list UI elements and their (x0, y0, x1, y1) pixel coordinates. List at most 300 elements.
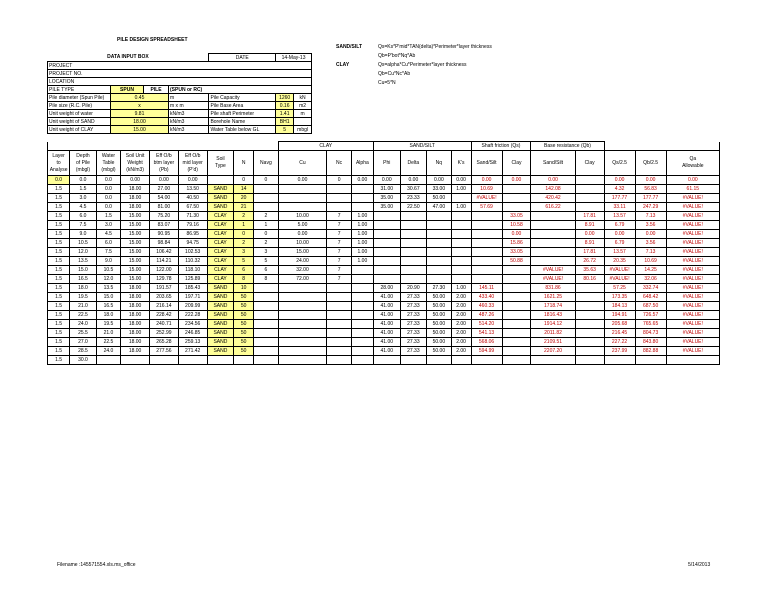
table-cell[interactable]: 27.33 (400, 347, 427, 356)
table-cell[interactable]: 1.5 (48, 329, 70, 338)
table-cell[interactable]: 0.0 (96, 176, 120, 185)
table-cell[interactable]: 7 (327, 221, 351, 230)
table-cell[interactable]: 20.90 (400, 284, 427, 293)
table-cell[interactable]: 61.15 (666, 185, 719, 194)
table-cell[interactable] (327, 302, 351, 311)
table-cell[interactable]: 5 (234, 257, 254, 266)
table-cell[interactable]: 41.00 (373, 320, 400, 329)
table-cell[interactable]: 7 (327, 212, 351, 221)
table-cell[interactable]: 1.5 (48, 203, 70, 212)
table-cell[interactable] (278, 185, 327, 194)
table-cell[interactable]: 6 (234, 266, 254, 275)
table-cell[interactable]: 222.28 (178, 311, 207, 320)
table-cell[interactable]: 26.72 (575, 257, 604, 266)
table-cell[interactable]: #VALUE! (666, 338, 719, 347)
table-cell[interactable]: 1.00 (351, 230, 373, 239)
table-cell[interactable] (427, 221, 451, 230)
table-cell[interactable]: 81.00 (149, 203, 178, 212)
table-cell[interactable]: 2.00 (451, 302, 471, 311)
table-cell[interactable] (327, 194, 351, 203)
table-cell[interactable]: 41.00 (373, 329, 400, 338)
table-cell[interactable]: 0.00 (531, 176, 575, 185)
table-cell[interactable]: 420.42 (531, 194, 575, 203)
input-value[interactable]: x (111, 102, 169, 110)
table-cell[interactable]: 277.56 (149, 347, 178, 356)
table-cell[interactable] (451, 248, 471, 257)
table-cell[interactable]: 27.33 (400, 293, 427, 302)
table-cell[interactable] (178, 356, 207, 365)
table-cell[interactable] (531, 239, 575, 248)
table-cell[interactable]: 22.5 (70, 311, 97, 320)
table-cell[interactable]: 15.00 (278, 248, 327, 257)
table-cell[interactable]: 1.5 (48, 212, 70, 221)
table-cell[interactable]: CLAY (207, 212, 234, 221)
table-cell[interactable] (351, 194, 373, 203)
table-cell[interactable] (451, 230, 471, 239)
table-cell[interactable]: 98.84 (149, 239, 178, 248)
table-cell[interactable]: 1.5 (48, 266, 70, 275)
table-cell[interactable]: 0.00 (604, 176, 635, 185)
table-cell[interactable] (351, 329, 373, 338)
table-cell[interactable]: 33.05 (502, 212, 531, 221)
table-cell[interactable]: 234.56 (178, 320, 207, 329)
table-cell[interactable]: CLAY (207, 266, 234, 275)
table-cell[interactable]: 18.00 (121, 194, 150, 203)
table-cell[interactable]: 18.00 (121, 338, 150, 347)
table-cell[interactable] (502, 203, 531, 212)
table-cell[interactable] (254, 293, 278, 302)
table-cell[interactable] (373, 257, 400, 266)
table-cell[interactable] (327, 203, 351, 212)
table-cell[interactable]: 28.00 (373, 284, 400, 293)
table-cell[interactable]: 35.00 (373, 203, 400, 212)
table-cell[interactable]: 216.14 (149, 302, 178, 311)
table-cell[interactable]: 71.30 (178, 212, 207, 221)
table-cell[interactable]: 1.00 (451, 284, 471, 293)
table-cell[interactable]: 1.5 (48, 302, 70, 311)
table-cell[interactable]: 1.5 (48, 284, 70, 293)
table-cell[interactable] (400, 212, 427, 221)
table-cell[interactable]: 259.13 (178, 338, 207, 347)
table-cell[interactable]: #VALUE! (666, 239, 719, 248)
table-cell[interactable]: #VALUE! (666, 320, 719, 329)
table-cell[interactable] (575, 347, 604, 356)
table-cell[interactable]: 1.5 (48, 221, 70, 230)
table-cell[interactable]: 8 (234, 275, 254, 284)
table-cell[interactable]: 94.75 (178, 239, 207, 248)
table-cell[interactable]: 18.00 (121, 302, 150, 311)
table-cell[interactable] (502, 329, 531, 338)
table-cell[interactable]: 843.80 (635, 338, 666, 347)
table-cell[interactable]: 648.42 (635, 293, 666, 302)
table-cell[interactable]: 0.00 (427, 176, 451, 185)
input-value[interactable]: BH1 (276, 118, 294, 126)
table-cell[interactable]: 228.42 (149, 311, 178, 320)
table-cell[interactable]: #VALUE! (471, 194, 502, 203)
table-cell[interactable]: 10.69 (635, 257, 666, 266)
table-cell[interactable]: 10.5 (70, 239, 97, 248)
table-cell[interactable]: SAND (207, 311, 234, 320)
table-cell[interactable]: #VALUE! (666, 203, 719, 212)
table-cell[interactable]: 1.00 (451, 185, 471, 194)
table-cell[interactable] (502, 275, 531, 284)
table-cell[interactable]: 9.0 (96, 257, 120, 266)
table-cell[interactable]: 23.33 (400, 194, 427, 203)
table-cell[interactable]: 1.00 (451, 203, 471, 212)
table-cell[interactable]: 15.00 (121, 248, 150, 257)
table-cell[interactable]: 1621.25 (531, 293, 575, 302)
project-label[interactable]: PROJECT (48, 62, 312, 70)
table-cell[interactable]: 50 (234, 329, 254, 338)
table-cell[interactable]: 765.65 (635, 320, 666, 329)
table-cell[interactable]: 54.00 (149, 194, 178, 203)
table-cell[interactable] (278, 347, 327, 356)
table-cell[interactable] (254, 329, 278, 338)
table-cell[interactable]: 4.5 (96, 230, 120, 239)
table-cell[interactable] (327, 320, 351, 329)
table-cell[interactable]: 25.5 (70, 329, 97, 338)
table-cell[interactable]: 17.81 (575, 212, 604, 221)
table-cell[interactable] (327, 185, 351, 194)
table-cell[interactable]: 50.00 (427, 302, 451, 311)
table-cell[interactable]: 27.33 (400, 338, 427, 347)
table-cell[interactable] (451, 239, 471, 248)
input-value[interactable]: 18.00 (111, 118, 169, 126)
table-cell[interactable]: #VALUE! (666, 311, 719, 320)
date-value[interactable]: 14-May-13 (276, 54, 312, 62)
table-cell[interactable]: 726.57 (635, 311, 666, 320)
table-cell[interactable]: 10.5 (96, 266, 120, 275)
table-cell[interactable]: 27.33 (400, 302, 427, 311)
table-cell[interactable] (575, 185, 604, 194)
table-cell[interactable]: 0 (254, 176, 278, 185)
table-cell[interactable]: 40.50 (178, 194, 207, 203)
table-cell[interactable]: 7.5 (70, 221, 97, 230)
table-cell[interactable]: 118.10 (178, 266, 207, 275)
table-cell[interactable]: 2.00 (451, 347, 471, 356)
table-cell[interactable]: 265.28 (149, 338, 178, 347)
table-cell[interactable]: 1.5 (48, 320, 70, 329)
table-cell[interactable] (327, 284, 351, 293)
table-cell[interactable]: 24.0 (96, 347, 120, 356)
table-cell[interactable]: 50.88 (502, 257, 531, 266)
table-cell[interactable]: 2.00 (451, 338, 471, 347)
table-cell[interactable]: #VALUE! (531, 275, 575, 284)
table-cell[interactable] (400, 356, 427, 365)
table-cell[interactable]: 4.5 (70, 203, 97, 212)
table-cell[interactable]: 514.20 (471, 320, 502, 329)
table-cell[interactable]: 50.00 (427, 320, 451, 329)
table-cell[interactable]: 0.0 (96, 194, 120, 203)
table-cell[interactable] (254, 338, 278, 347)
table-cell[interactable]: 15.00 (121, 275, 150, 284)
table-cell[interactable] (427, 212, 451, 221)
table-cell[interactable] (207, 176, 234, 185)
table-cell[interactable]: 8 (254, 275, 278, 284)
table-cell[interactable]: 10.58 (502, 221, 531, 230)
table-cell[interactable] (327, 347, 351, 356)
table-cell[interactable]: 41.00 (373, 311, 400, 320)
table-cell[interactable] (451, 212, 471, 221)
table-cell[interactable]: 9.0 (70, 230, 97, 239)
table-cell[interactable]: 18.00 (121, 311, 150, 320)
table-cell[interactable]: 191.57 (149, 284, 178, 293)
table-cell[interactable]: SAND (207, 329, 234, 338)
table-cell[interactable] (327, 311, 351, 320)
table-cell[interactable]: 18.00 (121, 185, 150, 194)
table-cell[interactable] (373, 248, 400, 257)
table-cell[interactable]: 0.00 (451, 176, 471, 185)
table-cell[interactable] (604, 356, 635, 365)
table-cell[interactable]: 6.79 (604, 221, 635, 230)
table-cell[interactable]: 27.33 (400, 329, 427, 338)
table-cell[interactable]: 18.0 (70, 284, 97, 293)
table-cell[interactable] (327, 338, 351, 347)
table-cell[interactable]: 1.5 (48, 194, 70, 203)
table-cell[interactable]: #VALUE! (531, 266, 575, 275)
table-cell[interactable]: 50 (234, 347, 254, 356)
table-cell[interactable]: 2.00 (451, 329, 471, 338)
table-cell[interactable] (531, 356, 575, 365)
table-cell[interactable]: 2.00 (451, 293, 471, 302)
table-cell[interactable]: 568.06 (471, 338, 502, 347)
table-cell[interactable]: 6.0 (96, 239, 120, 248)
table-cell[interactable] (373, 230, 400, 239)
table-cell[interactable]: 145.11 (471, 284, 502, 293)
table-cell[interactable] (400, 230, 427, 239)
table-cell[interactable]: 247.29 (635, 203, 666, 212)
table-cell[interactable]: 5 (254, 257, 278, 266)
table-cell[interactable]: 3.0 (70, 194, 97, 203)
input-value[interactable]: 1260 (276, 94, 294, 102)
table-cell[interactable] (471, 275, 502, 284)
table-cell[interactable]: 47.00 (427, 203, 451, 212)
table-cell[interactable] (278, 338, 327, 347)
table-cell[interactable]: 541.13 (471, 329, 502, 338)
table-cell[interactable]: 1.5 (70, 185, 97, 194)
table-cell[interactable] (575, 329, 604, 338)
table-cell[interactable]: 27.33 (400, 320, 427, 329)
table-cell[interactable]: 30.67 (400, 185, 427, 194)
table-cell[interactable] (234, 356, 254, 365)
table-cell[interactable]: CLAY (207, 248, 234, 257)
table-cell[interactable]: #VALUE! (666, 266, 719, 275)
table-cell[interactable]: 50 (234, 320, 254, 329)
table-cell[interactable]: 10 (234, 284, 254, 293)
table-cell[interactable]: 2109.51 (531, 338, 575, 347)
table-cell[interactable]: 252.99 (149, 329, 178, 338)
table-cell[interactable]: 184.13 (604, 302, 635, 311)
table-cell[interactable]: 1.5 (48, 338, 70, 347)
table-cell[interactable] (575, 176, 604, 185)
input-value[interactable]: 0.16 (276, 102, 294, 110)
table-cell[interactable] (502, 185, 531, 194)
table-cell[interactable]: 21.0 (70, 302, 97, 311)
table-cell[interactable] (351, 284, 373, 293)
table-cell[interactable] (471, 212, 502, 221)
table-cell[interactable] (502, 320, 531, 329)
table-cell[interactable]: 50.00 (427, 338, 451, 347)
table-cell[interactable] (278, 320, 327, 329)
table-cell[interactable]: 21.0 (96, 329, 120, 338)
table-cell[interactable]: 41.00 (373, 293, 400, 302)
table-cell[interactable]: 0 (234, 176, 254, 185)
table-cell[interactable] (373, 275, 400, 284)
table-cell[interactable]: SAND (207, 284, 234, 293)
table-cell[interactable]: 13.50 (178, 185, 207, 194)
table-cell[interactable]: 24.00 (278, 257, 327, 266)
table-cell[interactable]: #VALUE! (604, 266, 635, 275)
table-cell[interactable]: SAND (207, 185, 234, 194)
table-cell[interactable] (575, 338, 604, 347)
table-cell[interactable]: CLAY (207, 257, 234, 266)
table-cell[interactable]: SAND (207, 302, 234, 311)
table-cell[interactable] (575, 356, 604, 365)
table-cell[interactable]: 2 (234, 239, 254, 248)
table-cell[interactable]: 19.5 (96, 320, 120, 329)
table-cell[interactable] (531, 212, 575, 221)
table-cell[interactable]: #VALUE! (666, 248, 719, 257)
table-cell[interactable]: 0.00 (278, 230, 327, 239)
table-cell[interactable]: 83.07 (149, 221, 178, 230)
table-cell[interactable]: 1.00 (351, 257, 373, 266)
table-cell[interactable]: 6.0 (70, 212, 97, 221)
table-cell[interactable]: 13.57 (604, 212, 635, 221)
table-cell[interactable]: 28.5 (70, 347, 97, 356)
table-cell[interactable]: 1.5 (48, 230, 70, 239)
table-cell[interactable] (278, 293, 327, 302)
input-value[interactable]: 5 (276, 126, 294, 134)
table-cell[interactable]: 0.0 (96, 203, 120, 212)
table-cell[interactable] (400, 239, 427, 248)
table-cell[interactable]: 3.56 (635, 221, 666, 230)
table-cell[interactable]: 7 (327, 257, 351, 266)
table-cell[interactable]: 12.0 (70, 248, 97, 257)
table-cell[interactable]: 0.00 (604, 230, 635, 239)
table-cell[interactable]: 142.08 (531, 185, 575, 194)
table-cell[interactable] (502, 311, 531, 320)
table-cell[interactable]: 20.35 (604, 257, 635, 266)
table-cell[interactable]: CLAY (207, 221, 234, 230)
table-cell[interactable] (254, 356, 278, 365)
table-cell[interactable] (400, 248, 427, 257)
table-cell[interactable]: 0.00 (666, 176, 719, 185)
table-cell[interactable] (575, 311, 604, 320)
table-cell[interactable] (471, 257, 502, 266)
table-cell[interactable]: 7 (327, 275, 351, 284)
table-cell[interactable]: 882.88 (635, 347, 666, 356)
table-cell[interactable]: 1816.43 (531, 311, 575, 320)
table-cell[interactable] (373, 221, 400, 230)
table-cell[interactable] (351, 320, 373, 329)
table-cell[interactable]: 177.77 (604, 194, 635, 203)
table-cell[interactable]: 30.0 (70, 356, 97, 365)
table-cell[interactable]: 50.00 (427, 311, 451, 320)
table-cell[interactable]: CLAY (207, 239, 234, 248)
table-cell[interactable]: 56.83 (635, 185, 666, 194)
table-cell[interactable] (351, 266, 373, 275)
table-cell[interactable]: 24.0 (70, 320, 97, 329)
table-cell[interactable]: #VALUE! (604, 275, 635, 284)
table-cell[interactable]: 22.50 (400, 203, 427, 212)
table-cell[interactable] (531, 221, 575, 230)
table-cell[interactable] (502, 293, 531, 302)
table-cell[interactable] (531, 248, 575, 257)
table-cell[interactable]: 1718.74 (531, 302, 575, 311)
table-cell[interactable] (254, 194, 278, 203)
table-cell[interactable]: 240.71 (149, 320, 178, 329)
table-cell[interactable]: 237.99 (604, 347, 635, 356)
pile-type-value[interactable]: SPUN (111, 86, 144, 94)
table-cell[interactable] (531, 257, 575, 266)
table-cell[interactable]: 194.91 (604, 311, 635, 320)
table-cell[interactable] (502, 347, 531, 356)
table-cell[interactable] (351, 203, 373, 212)
table-cell[interactable]: 90.95 (149, 230, 178, 239)
table-cell[interactable]: 433.40 (471, 293, 502, 302)
table-cell[interactable]: 4.32 (604, 185, 635, 194)
table-cell[interactable]: 1.5 (96, 212, 120, 221)
table-cell[interactable] (373, 212, 400, 221)
table-cell[interactable]: 7 (327, 230, 351, 239)
table-cell[interactable]: 227.22 (604, 338, 635, 347)
table-cell[interactable]: 14.25 (635, 266, 666, 275)
table-cell[interactable]: 2 (254, 212, 278, 221)
table-cell[interactable] (351, 293, 373, 302)
table-cell[interactable] (575, 302, 604, 311)
table-cell[interactable] (254, 185, 278, 194)
table-cell[interactable]: 1.5 (48, 275, 70, 284)
table-cell[interactable]: 15.0 (96, 293, 120, 302)
table-cell[interactable]: #VALUE! (666, 212, 719, 221)
table-cell[interactable]: 0.00 (502, 176, 531, 185)
table-cell[interactable]: 57.69 (471, 203, 502, 212)
table-cell[interactable]: 86.95 (178, 230, 207, 239)
table-cell[interactable]: 75.20 (149, 212, 178, 221)
table-cell[interactable]: 7.13 (635, 212, 666, 221)
table-cell[interactable]: 246.85 (178, 329, 207, 338)
table-cell[interactable] (351, 185, 373, 194)
table-cell[interactable] (575, 320, 604, 329)
table-cell[interactable]: 1.5 (48, 356, 70, 365)
table-cell[interactable]: 2 (234, 212, 254, 221)
table-cell[interactable]: 1914.12 (531, 320, 575, 329)
table-cell[interactable]: 15.00 (121, 266, 150, 275)
table-cell[interactable]: 0.00 (635, 230, 666, 239)
table-cell[interactable]: 79.16 (178, 221, 207, 230)
table-cell[interactable] (427, 257, 451, 266)
table-cell[interactable]: #VALUE! (666, 302, 719, 311)
table-cell[interactable]: 3 (254, 248, 278, 257)
table-cell[interactable]: 1.00 (351, 248, 373, 257)
table-cell[interactable]: 13.57 (604, 248, 635, 257)
table-cell[interactable]: 15.00 (121, 239, 150, 248)
table-cell[interactable] (400, 275, 427, 284)
table-cell[interactable]: 205.68 (604, 320, 635, 329)
table-cell[interactable]: 18.00 (121, 284, 150, 293)
table-cell[interactable]: 173.35 (604, 293, 635, 302)
table-cell[interactable]: 177.77 (635, 194, 666, 203)
table-cell[interactable] (278, 311, 327, 320)
input-value[interactable]: 1.41 (276, 110, 294, 118)
table-cell[interactable] (373, 356, 400, 365)
table-cell[interactable]: 7.5 (96, 248, 120, 257)
input-value[interactable]: 9.81 (111, 110, 169, 118)
table-cell[interactable]: 80.16 (575, 275, 604, 284)
table-cell[interactable]: 50.00 (427, 347, 451, 356)
table-cell[interactable]: #VALUE! (666, 284, 719, 293)
table-cell[interactable]: 7 (327, 248, 351, 257)
